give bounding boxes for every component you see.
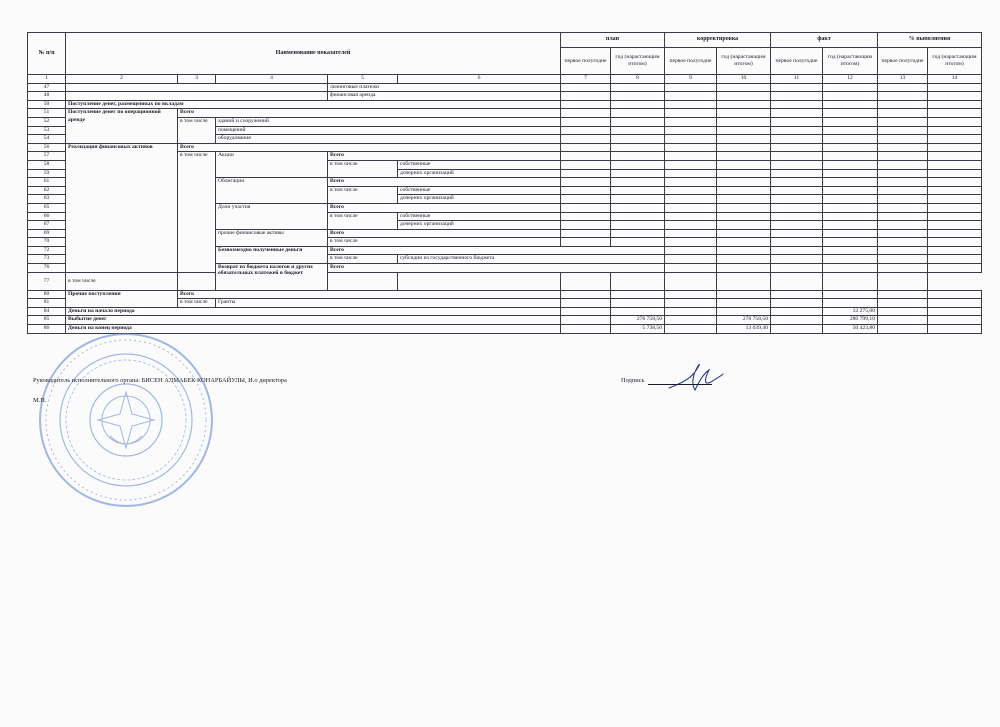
row-number: 80 xyxy=(28,290,66,299)
header-correction: корректировка xyxy=(665,33,771,48)
row-including-label: в том числе xyxy=(328,255,398,264)
row-group-label: Реализация финансовых активов xyxy=(66,143,178,272)
table-row xyxy=(28,316,982,325)
row-label: оборудования xyxy=(216,135,561,144)
header-period: год (нарастающим итогом) xyxy=(823,48,878,75)
table-row xyxy=(28,290,982,299)
column-number: 8 xyxy=(611,75,665,84)
fact-year-value: 50 423,80 xyxy=(823,325,878,334)
row-number: 58 xyxy=(28,160,66,169)
row-total-label: Всего xyxy=(178,109,561,118)
row-number: 66 xyxy=(28,212,66,221)
row-including-label: в том числе xyxy=(328,238,561,247)
column-number: 6 xyxy=(398,75,561,84)
header-period: первое полугодие xyxy=(665,48,717,75)
row-label: Поступление денег, размещенных по вкладам xyxy=(66,100,561,109)
table-row xyxy=(28,100,982,109)
row-label: финансовая аренда xyxy=(328,92,561,101)
header-indicator-name: Наименование показателей xyxy=(66,33,561,75)
row-label: дочерних организаций xyxy=(398,195,561,204)
column-number: 14 xyxy=(928,75,982,84)
column-number: 7 xyxy=(561,75,611,84)
row-number: 69 xyxy=(28,229,66,238)
row-including-label: в том числе xyxy=(178,152,216,272)
row-number: 86 xyxy=(28,325,66,334)
row-label: зданий и сооружений xyxy=(216,117,561,126)
row-number: 53 xyxy=(28,126,66,135)
row-including-label: в том числе xyxy=(66,272,178,290)
row-label: лизинговые платежи xyxy=(328,83,561,92)
director-signature xyxy=(665,360,725,394)
table-row xyxy=(28,272,982,290)
header-row-number: № п/п xyxy=(28,33,66,75)
column-number: 13 xyxy=(878,75,928,84)
row-number: 85 xyxy=(28,316,66,325)
table-row xyxy=(28,307,982,316)
row-number: 73 xyxy=(28,255,66,264)
official-stamp xyxy=(36,330,216,510)
row-number: 63 xyxy=(28,195,66,204)
row-total-label: Всего xyxy=(328,178,561,187)
seal-place-label: М.П. xyxy=(33,397,47,404)
row-number: 62 xyxy=(28,186,66,195)
row-number: 57 xyxy=(28,152,66,161)
column-number: 10 xyxy=(717,75,771,84)
row-total-label: Всего xyxy=(328,203,561,212)
row-group-label: Поступление денег по операционной аренде xyxy=(66,109,178,143)
row-number: 56 xyxy=(28,143,66,152)
plan-year-value: 5 738,50 xyxy=(611,325,665,334)
column-number: 11 xyxy=(771,75,823,84)
header-plan: план xyxy=(561,33,665,48)
row-number: 48 xyxy=(28,92,66,101)
row-number: 72 xyxy=(28,246,66,255)
row-total-label: Всего xyxy=(178,290,561,299)
header-period: первое полугодие xyxy=(561,48,611,75)
row-label: собственные xyxy=(398,186,561,195)
table-row xyxy=(28,143,982,152)
column-numbers-row xyxy=(28,75,982,84)
row-number: 81 xyxy=(28,299,66,308)
row-number: 50 xyxy=(28,100,66,109)
row-subgroup-label: Акции xyxy=(216,152,328,178)
row-number: 52 xyxy=(28,117,66,126)
column-number: 3 xyxy=(178,75,216,84)
header-percent: % выполнения xyxy=(878,33,982,48)
row-group-label: Прочие поступления xyxy=(66,290,178,307)
row-subgroup-label: прочие финансовые активы xyxy=(216,229,328,246)
row-total-label: Всего xyxy=(328,152,561,161)
row-total-label: Всего xyxy=(178,143,561,152)
table-row xyxy=(28,109,982,118)
header-fact: факт xyxy=(771,33,878,48)
header-period: год (нарастающим итогом) xyxy=(717,48,771,75)
row-subgroup-label: Облигации xyxy=(216,178,328,204)
row-label: Гранты xyxy=(216,299,561,308)
row-number: 84 xyxy=(28,307,66,316)
row-label: Деньги на конец периода xyxy=(66,325,561,334)
column-number: 1 xyxy=(28,75,66,84)
row-number: 47 xyxy=(28,83,66,92)
header-period: первое полугодие xyxy=(771,48,823,75)
header-row-groups xyxy=(28,33,982,48)
row-including-label: в том числе xyxy=(328,160,398,177)
row-label: Деньги на начало периода xyxy=(66,307,561,316)
row-including-label: в том числе xyxy=(178,117,216,143)
row-number: 61 xyxy=(28,178,66,187)
row-including-label: в том числе xyxy=(328,212,398,229)
row-total-label: Всего xyxy=(328,229,561,238)
row-label: собственные xyxy=(398,212,561,221)
header-period: год (нарастающим итогом) xyxy=(928,48,982,75)
column-number: 2 xyxy=(66,75,178,84)
correction-year-value: 278 758,50 xyxy=(717,316,771,325)
row-total-label: Всего xyxy=(328,246,665,255)
plan-year-value: 278 758,50 xyxy=(611,316,665,325)
signature-line xyxy=(648,384,712,385)
row-subgroup-label: Доли участия xyxy=(216,203,328,229)
column-number: 4 xyxy=(216,75,328,84)
fact-year-value: 12 275,00 xyxy=(823,307,878,316)
signature-label: Подпись xyxy=(621,377,645,384)
director-line: Руководитель исполнительного органа: БИСЕН АЛМАБЕК КОНАРБАЙУЛЫ, И.о директора xyxy=(33,377,287,384)
row-number: 70 xyxy=(28,238,66,247)
row-label: Выбытие денег xyxy=(66,316,561,325)
report-table xyxy=(27,32,982,334)
column-number: 5 xyxy=(328,75,398,84)
table-row xyxy=(28,83,982,92)
row-label: субсидии из государственного бюджета xyxy=(398,255,665,264)
fact-year-value: 280 799,10 xyxy=(823,316,878,325)
row-number: 67 xyxy=(28,221,66,230)
row-including-label: в том числе xyxy=(178,299,216,308)
table-row xyxy=(28,92,982,101)
header-period: первое полугодие xyxy=(878,48,928,75)
row-label: помещений xyxy=(216,126,561,135)
row-group-label: Безвозмездно полученные деньги xyxy=(216,246,328,263)
correction-year-value: 13 039,40 xyxy=(717,325,771,334)
row-total-label: Всего xyxy=(328,264,665,273)
row-number: 51 xyxy=(28,109,66,118)
row-number: 65 xyxy=(28,203,66,212)
row-label: дочерних организаций xyxy=(398,169,561,178)
row-label: дочерних организаций xyxy=(398,221,561,230)
row-number: 76 xyxy=(28,264,66,273)
header-period: год (нарастающим итогом) xyxy=(611,48,665,75)
row-including-label: в том числе xyxy=(328,186,398,203)
row-number: 77 xyxy=(28,272,66,290)
column-number: 9 xyxy=(665,75,717,84)
row-group-label: Возврат из бюджета налогов и других обязательных платежей в бюджет xyxy=(216,264,328,291)
row-number: 54 xyxy=(28,135,66,144)
row-label: собственные xyxy=(398,160,561,169)
row-number: 59 xyxy=(28,169,66,178)
column-number: 12 xyxy=(823,75,878,84)
